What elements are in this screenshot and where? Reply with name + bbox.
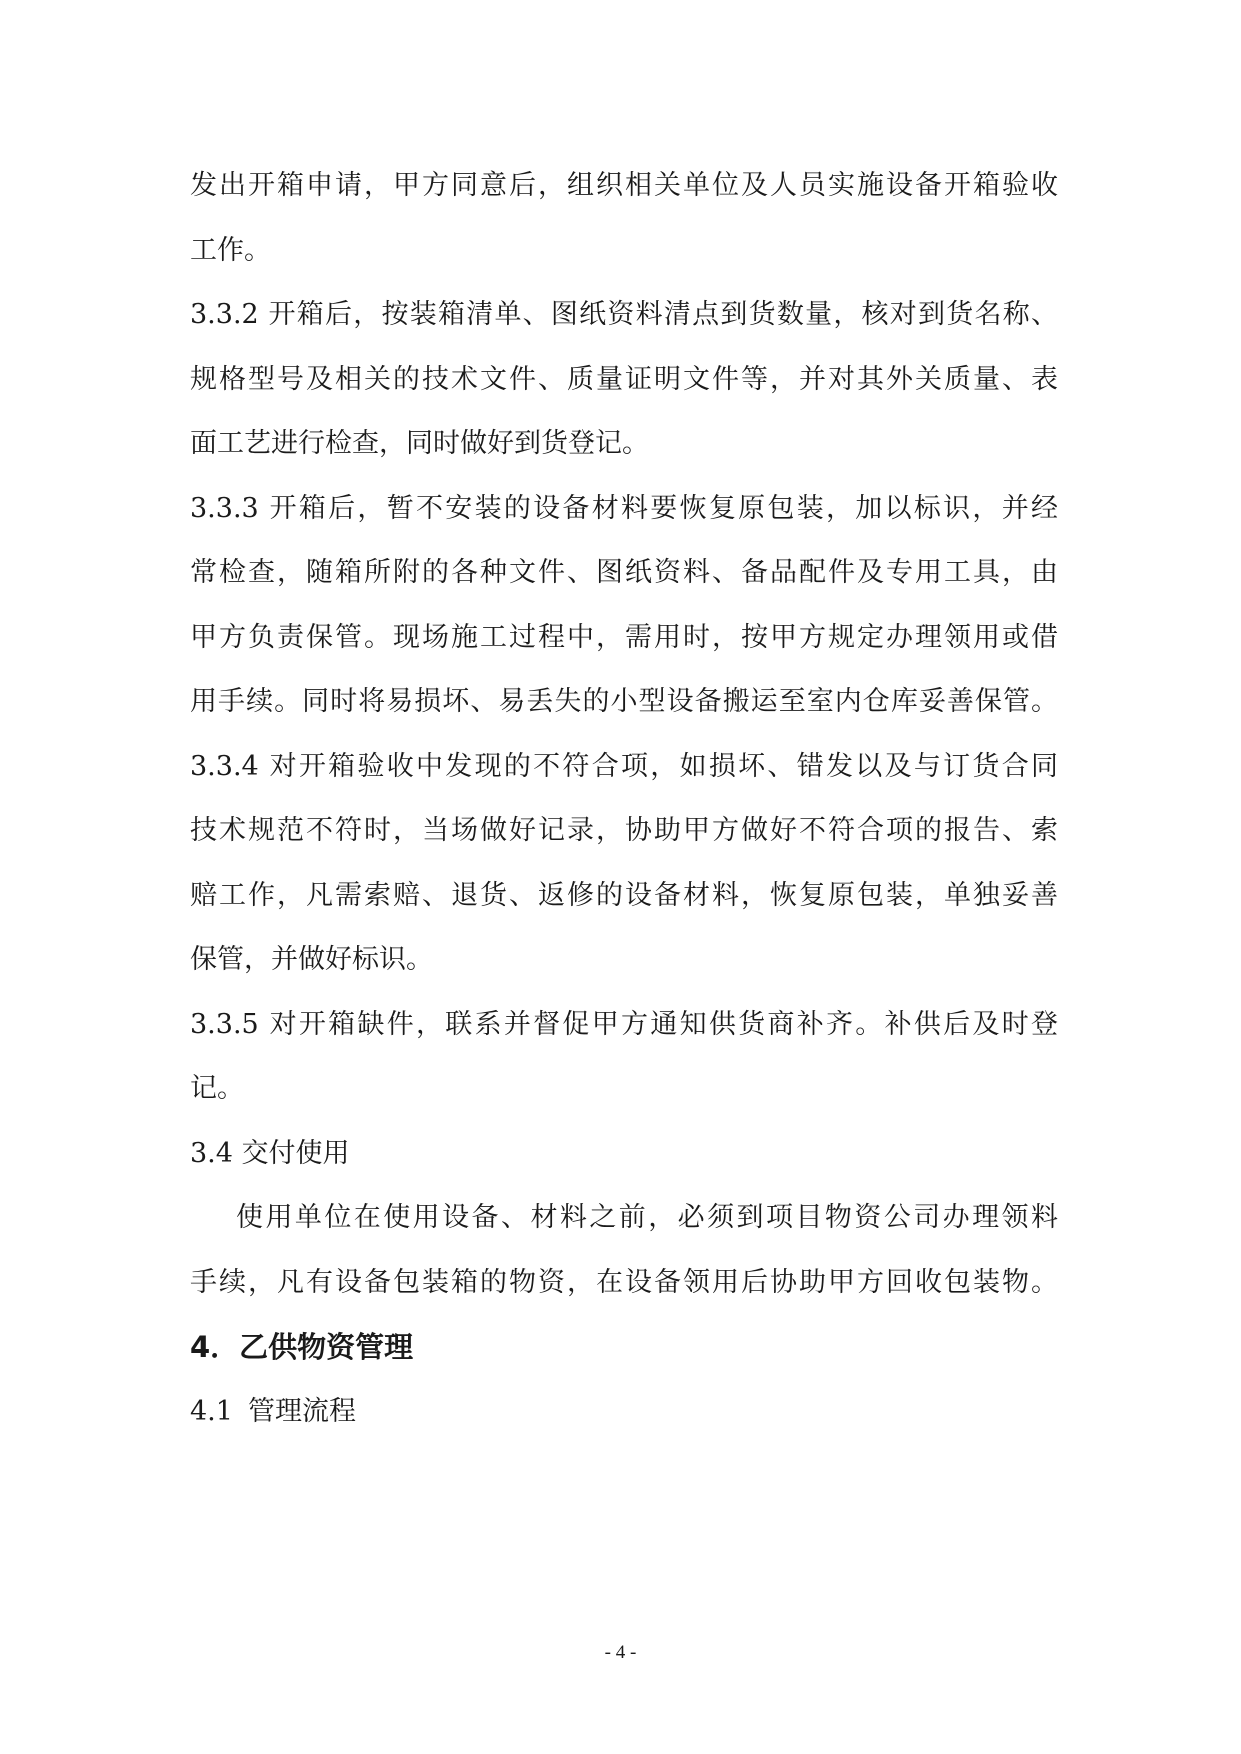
- text-line: 用手续。同时将易损坏、易丢失的小型设备搬运至室内仓库妥善保管。: [190, 686, 1058, 717]
- text-line: 3.3.3 开箱后，暂不安装的设备材料要恢复原包装，加以标识，并经: [190, 492, 1058, 524]
- page-number: - 4 -: [604, 1642, 637, 1663]
- subsection-number: 4.1: [190, 1395, 233, 1427]
- text-line: 技术规范不符时，当场做好记录，协助甲方做好不符合项的报告、索: [190, 815, 1058, 846]
- text-line: 3.3.4 对开箱验收中发现的不符合项，如损坏、错发以及与订货合同: [190, 750, 1058, 782]
- text-line: 规格型号及相关的技术文件、质量证明文件等，并对其外关质量、表: [190, 363, 1058, 395]
- section-title-3-4: 3.4 交付使用: [190, 1137, 350, 1169]
- text-line: 常检查，随箱所附的各种文件、图纸资料、备品配件及专用工具，由: [190, 557, 1058, 588]
- text-line: 使用单位在使用设备、材料之前，必须到项目物资公司办理领料: [236, 1202, 1058, 1233]
- text-line: 手续，凡有设备包装箱的物资，在设备领用后协助甲方回收包装物。: [190, 1266, 1058, 1298]
- text-line: 3.3.2 开箱后，按装箱清单、图纸资料清点到货数量，核对到货名称、: [190, 299, 1058, 330]
- subsection-title: 管理流程: [248, 1395, 356, 1427]
- text-line: 保管，并做好标识。: [190, 944, 433, 975]
- text-line: 工作。: [190, 234, 271, 266]
- text-line: 面工艺进行检查，同时做好到货登记。: [190, 428, 649, 459]
- document-body: [190, 154, 1058, 1444]
- text-line: 记。: [190, 1073, 244, 1104]
- text-line: 赔工作，凡需索赔、退货、返修的设备材料，恢复原包装，单独妥善: [190, 879, 1058, 911]
- text-line: 发出开箱申请，甲方同意后，组织相关单位及人员实施设备开箱验收: [190, 170, 1058, 201]
- section-heading: 4．乙供物资管理: [190, 1330, 414, 1364]
- text-line: 甲方负责保管。现场施工过程中，需用时，按甲方规定办理领用或借: [190, 621, 1058, 653]
- subsection-heading: [190, 1380, 1058, 1445]
- text-line: 3.3.5 对开箱缺件，联系并督促甲方通知供货商补齐。补供后及时登: [190, 1008, 1058, 1040]
